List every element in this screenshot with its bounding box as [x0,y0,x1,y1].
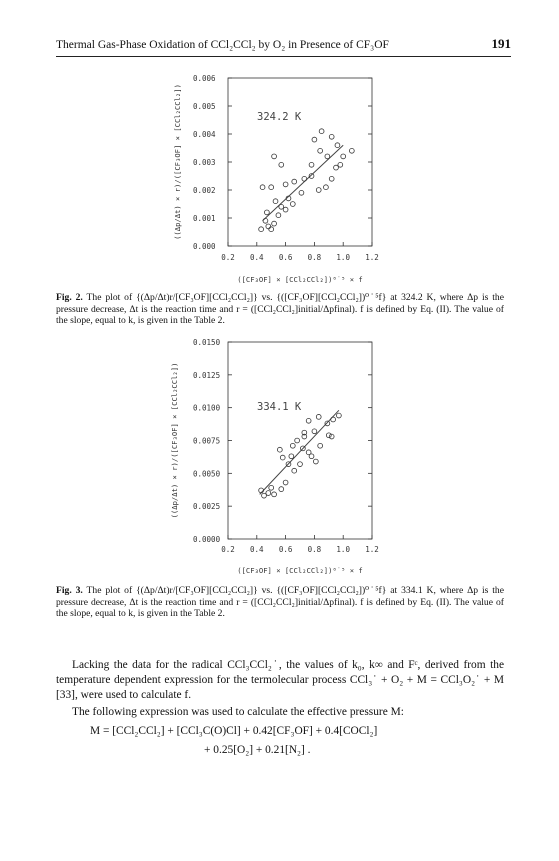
fig3-data-point [266,491,271,496]
fig2-y-tick-label: 0.000 [193,242,216,251]
fig3-plot-frame [228,342,372,539]
paragraph-2: The following expression was used to calculate the effective pressure M: [72,706,404,718]
fig3-data-point [309,454,314,459]
fig3-data-point [272,492,277,497]
fig2-data-point [341,154,346,159]
fig3-data-point [298,462,303,467]
figure-3-label: Fig. 3. [56,585,83,596]
fig2-data-point [324,185,329,190]
fig2-y-tick-label: 0.004 [193,130,216,139]
fig2-data-point [338,162,343,167]
fig2-data-point [299,190,304,195]
fig3-data-point [262,493,267,498]
fig2-data-point [316,188,321,193]
fig2-x-tick-label: 1.2 [365,253,379,262]
figure-3-caption [56,585,504,620]
fig3-data-point [318,443,323,448]
fig2-data-point [318,148,323,153]
body-text [56,658,504,758]
equation-line-1: M = [CCl₂CCl₂] + [CCl₃C(O)Cl] + 0.42[CF₃OF] + 0.4[COCl₂] [90,725,378,737]
fig2-data-point [349,148,354,153]
fig3-y-tick-label: 0.0100 [193,403,221,413]
fig3-data-point [269,485,274,490]
fig2-data-point [329,134,334,139]
fig2-fit-line [263,145,344,221]
fig2-data-point [329,176,334,181]
fig2-data-point [283,207,288,212]
fig2-x-tick-label: 1.0 [336,253,350,262]
fig2-data-point [263,218,268,223]
equation-line-2: + 0.25[O₂] + 0.21[N₂] . [204,744,311,756]
fig3-y-tick-label: 0.0075 [193,436,221,446]
fig3-data-point [306,418,311,423]
fig3-data-point [277,447,282,452]
fig2-data-point [325,154,330,159]
fig2-x-tick-label: 0.6 [278,253,293,262]
fig2-y-axis-label: ((Δp/Δt) × r)/([CF₃OF] × [CCl₂CCl₂]) [173,84,182,240]
fig3-fit-line [260,410,339,494]
fig3-data-point [290,443,295,448]
fig3-y-tick-label: 0.0050 [193,469,221,479]
fig2-x-tick-label: 0.2 [221,253,235,262]
fig2-data-point [279,162,284,167]
fig3-x-axis-label: ([CF₃OF] × [CCl₂CCl₂])⁰˙⁵ × f [237,566,363,575]
fig2-x-tick-label: 0.8 [307,253,322,262]
figure-2-caption-text: The plot of {(Δp/Δt)r/[CF₃OF][CCl₂CCl₂]} vs. {([CF₃OF][CCl₂CCl₂])⁰˙⁵f} at 324.2 K, where Δp is the pressure decrease, Δt is the reaction time and r = ([CCl₂CCl₂]initial/Δpfinal). f is defined by Eq. (II). The value of the slope, equal to k, is given in the Table 2. [56,292,504,327]
fig3-data-point [280,455,285,460]
fig2-x-axis-label: ([CF₃OF] × [CCl₂CCl₂])⁰˙⁵ × f [237,275,363,284]
fig2-data-point [283,182,288,187]
fig3-x-tick-label: 0.8 [307,545,322,554]
fig2-data-point [266,224,271,229]
figure-2-chart [0,60,559,290]
running-header [56,36,511,57]
fig3-data-point [289,454,294,459]
fig2-data-point [272,221,277,226]
fig2-data-point [292,179,297,184]
fig2-data-point [319,129,324,134]
fig2-data-point [279,204,284,209]
fig2-data-point [290,202,295,207]
fig3-data-point [313,459,318,464]
fig3-data-point [325,421,330,426]
fig3-y-axis-label: ((Δp/Δt) × r)/([CF₃OF] × [CCl₂CCl₂]) [170,362,179,519]
fig3-x-tick-label: 0.6 [278,545,293,554]
fig3-data-point [283,480,288,485]
fig2-y-tick-label: 0.005 [193,102,216,111]
fig3-y-tick-label: 0.0025 [193,502,221,512]
fig3-x-tick-label: 1.2 [365,545,379,554]
figure-3-caption-text: The plot of {(Δp/Δt)r/[CF₃OF][CCl₂CCl₂]} vs. {([CF₃OF][CCl₂CCl₂])⁰˙⁵f} at 334.1 K, where Δp is the pressure decrease, Δt is the reaction time and r = ([CCl₂CCl₂]initial/Δpfinal). f is defined by Eq. (II). The value of the slope, equal to k, is given in the Table 2. [56,585,504,620]
fig3-y-tick-label: 0.0125 [193,370,221,380]
fig3-x-tick-label: 0.4 [250,545,264,554]
fig3-data-point [295,438,300,443]
fig2-data-point [334,165,339,170]
figure-3-chart [0,334,559,579]
fig2-data-point [335,143,340,148]
figure-2-label: Fig. 2. [56,292,83,303]
fig2-data-point [260,185,265,190]
fig3-data-point [279,487,284,492]
fig2-data-point [272,154,277,159]
fig2-y-tick-label: 0.002 [193,186,216,195]
page-number: 191 [491,36,511,51]
fig2-data-point [269,185,274,190]
fig3-data-point [312,429,317,434]
fig2-x-tick-label: 0.4 [250,253,264,262]
fig3-data-point [329,434,334,439]
fig2-data-point [273,199,278,204]
fig2-data-point [269,227,274,232]
fig2-plot-frame [228,78,372,246]
fig2-data-point [276,213,281,218]
running-title: Thermal Gas-Phase Oxidation of CCl₂CCl₂ by O₂ in Presence of CF₃OF [56,39,389,51]
fig2-data-point [302,176,307,181]
fig3-x-tick-label: 0.2 [221,545,235,554]
fig2-y-tick-label: 0.006 [193,74,216,83]
fig3-data-point [326,433,331,438]
fig3-data-point [316,414,321,419]
paragraph-1: Lacking the data for the radical CCl₃CCl₂˙, the values of k₀, k∞ and Fᶜ, derived from the temperature dependent expression for the termolecular process CCl₃˙ + O₂ + M = CCl₃O₂˙ + M [33], were used to calculate f. [56,659,504,701]
fig2-data-point [312,137,317,142]
fig2-data-point [309,162,314,167]
fig2-data-point [264,210,269,215]
fig3-y-tick-label: 0.0150 [193,338,221,347]
figure-2-caption [56,292,504,327]
fig3-y-tick-label: 0.0000 [193,535,221,544]
fig2-y-tick-label: 0.001 [193,214,216,223]
fig3-x-tick-label: 1.0 [336,545,350,554]
fig3-temperature-label: 334.1 K [257,401,302,413]
fig2-temperature-label: 324.2 K [257,111,302,123]
fig2-data-point [259,227,264,232]
fig3-data-point [336,413,341,418]
fig2-y-tick-label: 0.003 [193,158,216,167]
fig3-data-point [331,417,336,422]
fig3-data-point [292,468,297,473]
